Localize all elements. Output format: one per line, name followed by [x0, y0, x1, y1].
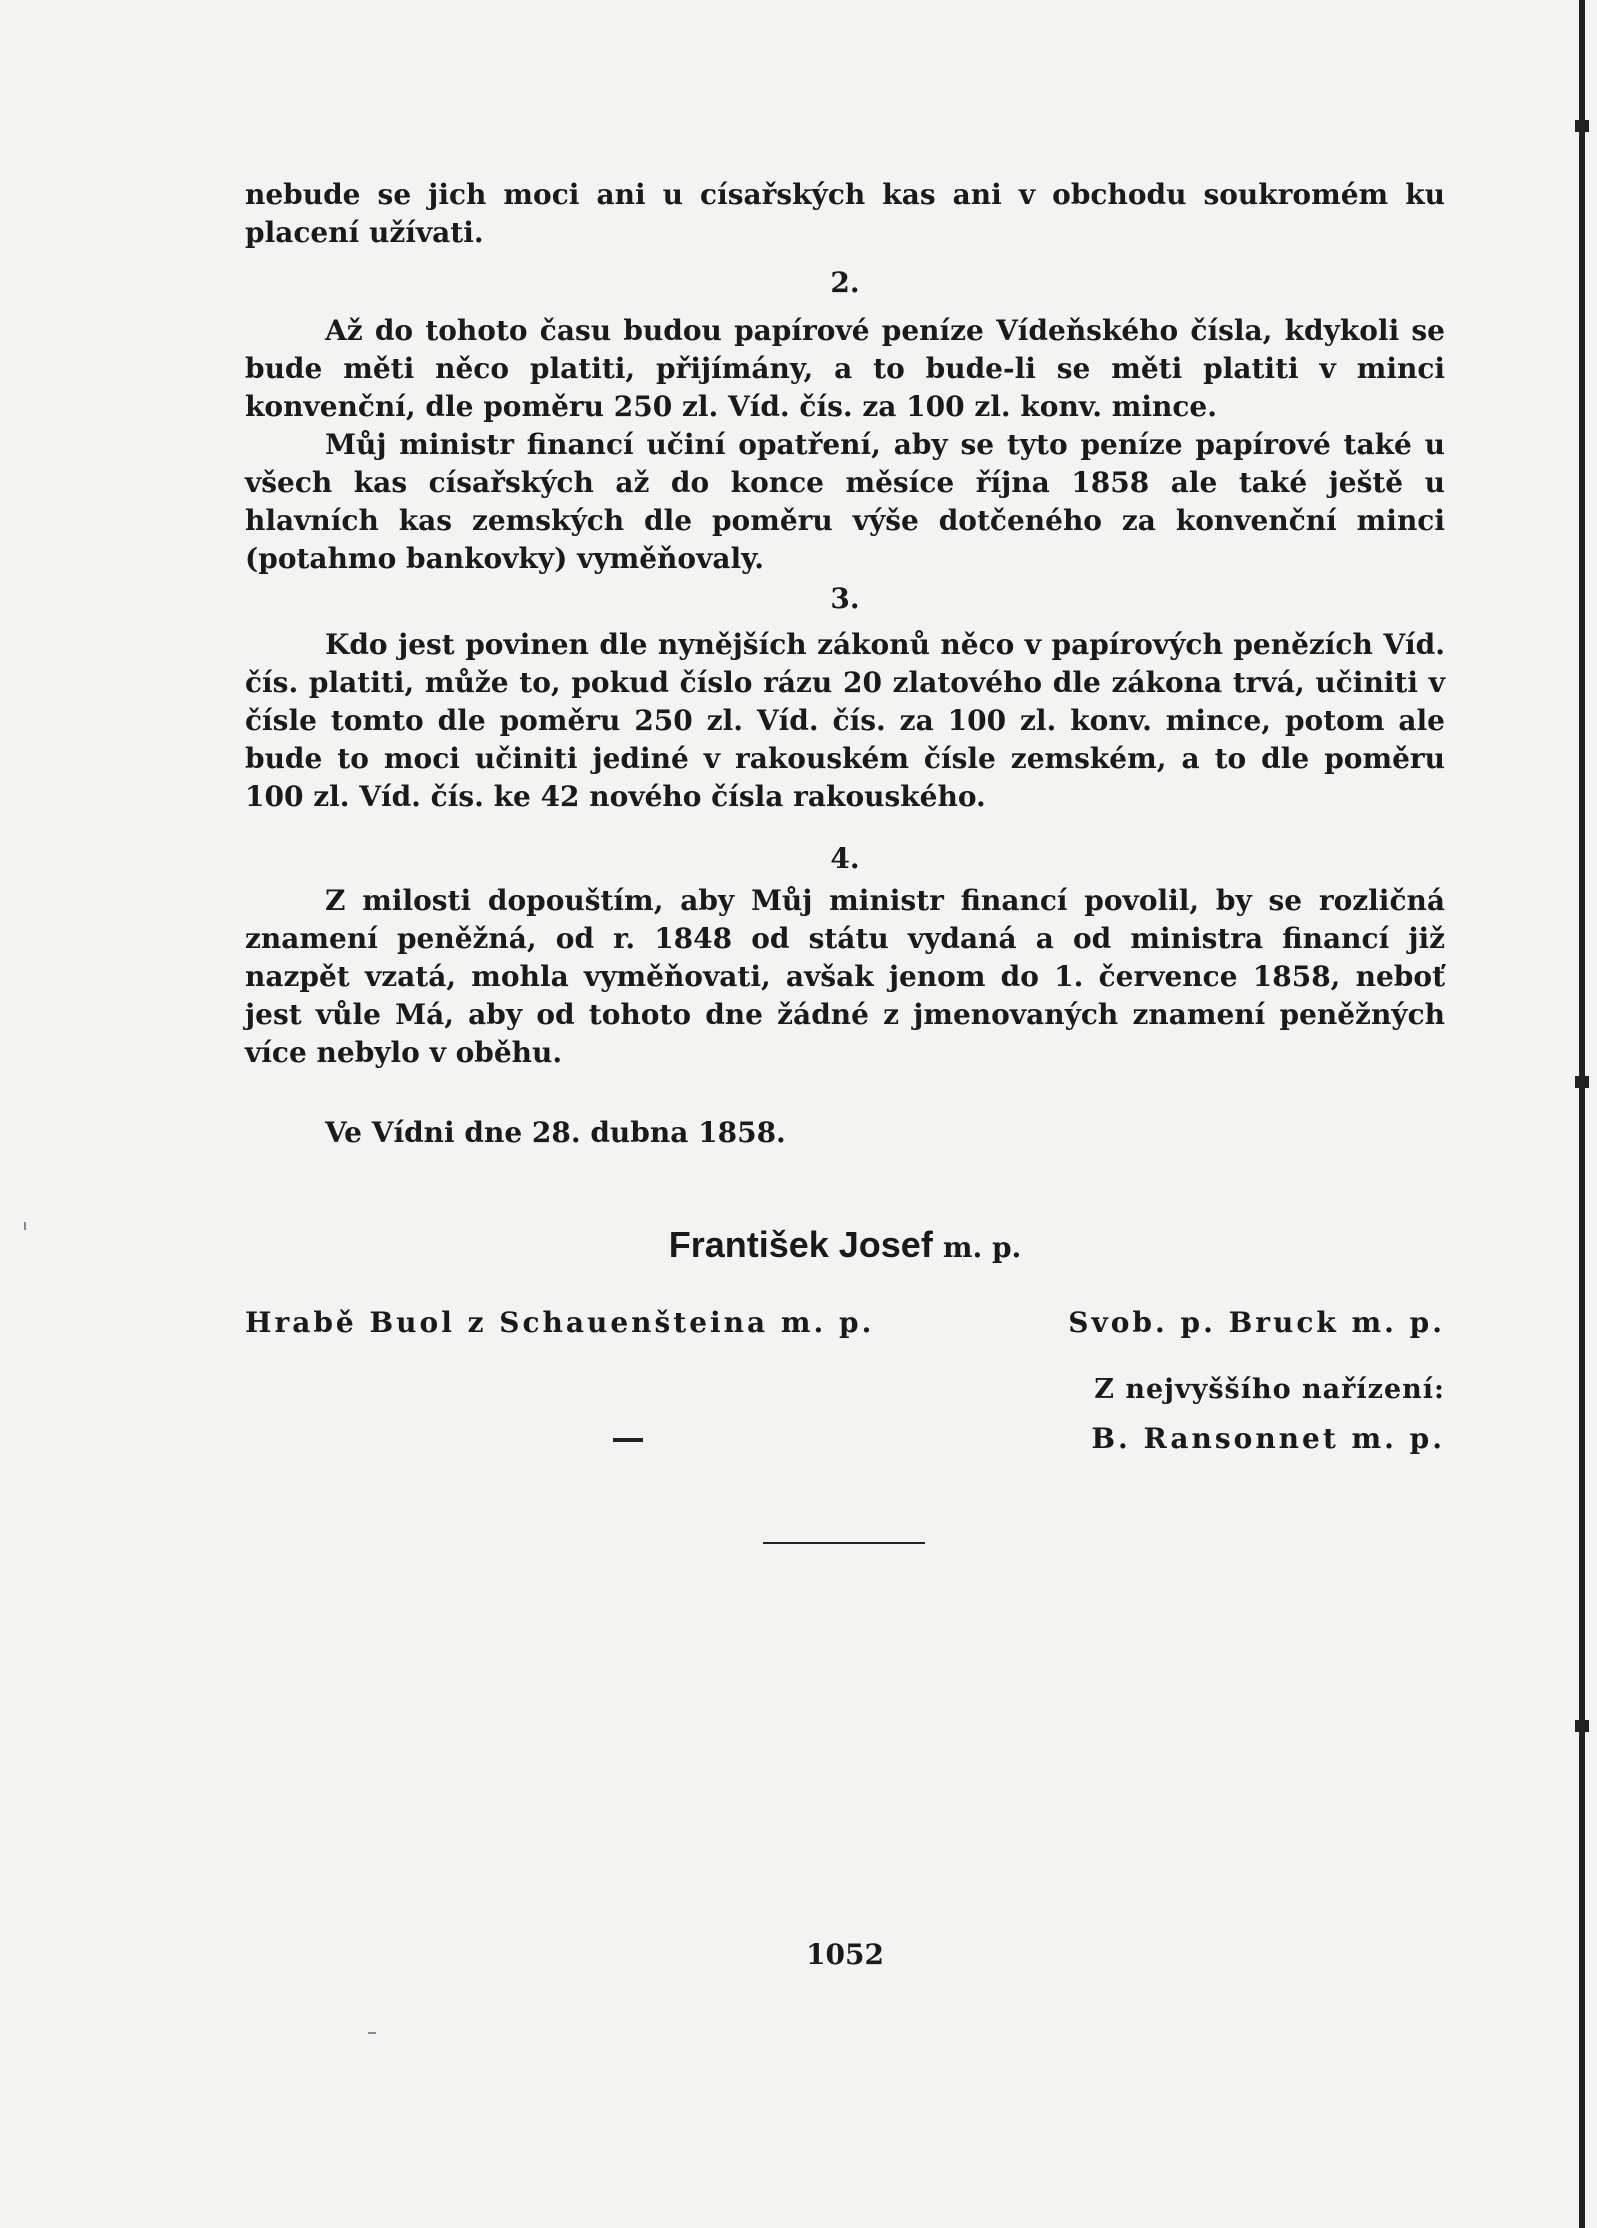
section-2-paragraph-2: Můj ministr financí učiní opatření, aby se tyto peníze papírové také u všech kas císařských až do konce měsíce října 1858 ale také ještě u hlavních kas zemských dle poměru výše dotčeného za konvenční minci (potahmo bankovky) vyměňovaly. — [245, 428, 1445, 575]
border-tick — [1575, 1076, 1589, 1088]
signature-right: Svob. p. Bruck m. p. — [1068, 1306, 1445, 1339]
emperor-signature — [245, 1224, 1445, 1266]
section-2-number: 2. — [830, 266, 860, 299]
order-signature: B. Ransonnet m. p. — [1091, 1422, 1445, 1455]
scan-speck — [368, 2032, 376, 2034]
section-4-paragraph-1: Z milosti dopouštím, aby Můj ministr financí povolil, by se rozličná znamení peněžná, od r. 1848 od státu vydaná a od ministra financí již nazpět vzatá, mohla vyměňovati, avšak jenom do 1. července 1858, neboť jest vůle Má, aby od tohoto dne žádné z jmenovaných znamení peněžných více nebylo v oběhu. — [245, 884, 1445, 1069]
section-4-number: 4. — [830, 842, 860, 875]
section-2-paragraph-1: Až do tohoto času budou papírové peníze Vídeňského čísla, kdykoli se bude měti něco platiti, přijímány, a to bude-li se měti platiti v minci konvenční, dle poměru 250 zl. Víd. čís. za 100 zl. konv. mince. — [245, 314, 1445, 423]
border-tick — [1575, 1720, 1589, 1732]
signing-date: Ve Vídni dne 28. dubna 1858. — [325, 1116, 786, 1149]
page-number: 1052 — [806, 1938, 884, 1971]
emperor-name: František Josef — [668, 1224, 933, 1265]
body-text — [245, 176, 1445, 1072]
section-3-number: 3. — [830, 582, 860, 615]
border-tick — [1575, 120, 1589, 132]
signature-left: Hrabě Buol z Schauenšteina m. p. — [245, 1306, 875, 1339]
section-3-paragraph-1: Kdo jest povinen dle nynějších zákonů něco v papírových penězích Víd. čís. platiti, může to, pokud číslo rázu 20 zlatového dle zákona trvá, učiniti v čísle tomto dle poměru 250 zl. Víd. čís. za 100 zl. konv. mince, potom ale bude to moci učiniti jediné v rakouském čísle zemském, a to dle poměru 100 zl. Víd. čís. ke 42 nového čísla rakouského. — [245, 628, 1445, 813]
intro-paragraph: nebude se jich moci ani u císařských kas ani v obchodu soukromém ku placení užívati. — [245, 178, 1445, 249]
scan-speck — [24, 1222, 26, 1230]
document-page — [245, 176, 1445, 1971]
order-label: Z nejvyššího nařízení: — [1094, 1374, 1445, 1405]
dash-mark — [613, 1438, 643, 1442]
emperor-mp: m. p. — [942, 1231, 1022, 1264]
page-right-border — [1579, 0, 1585, 2228]
closing-rule — [763, 1542, 925, 1544]
